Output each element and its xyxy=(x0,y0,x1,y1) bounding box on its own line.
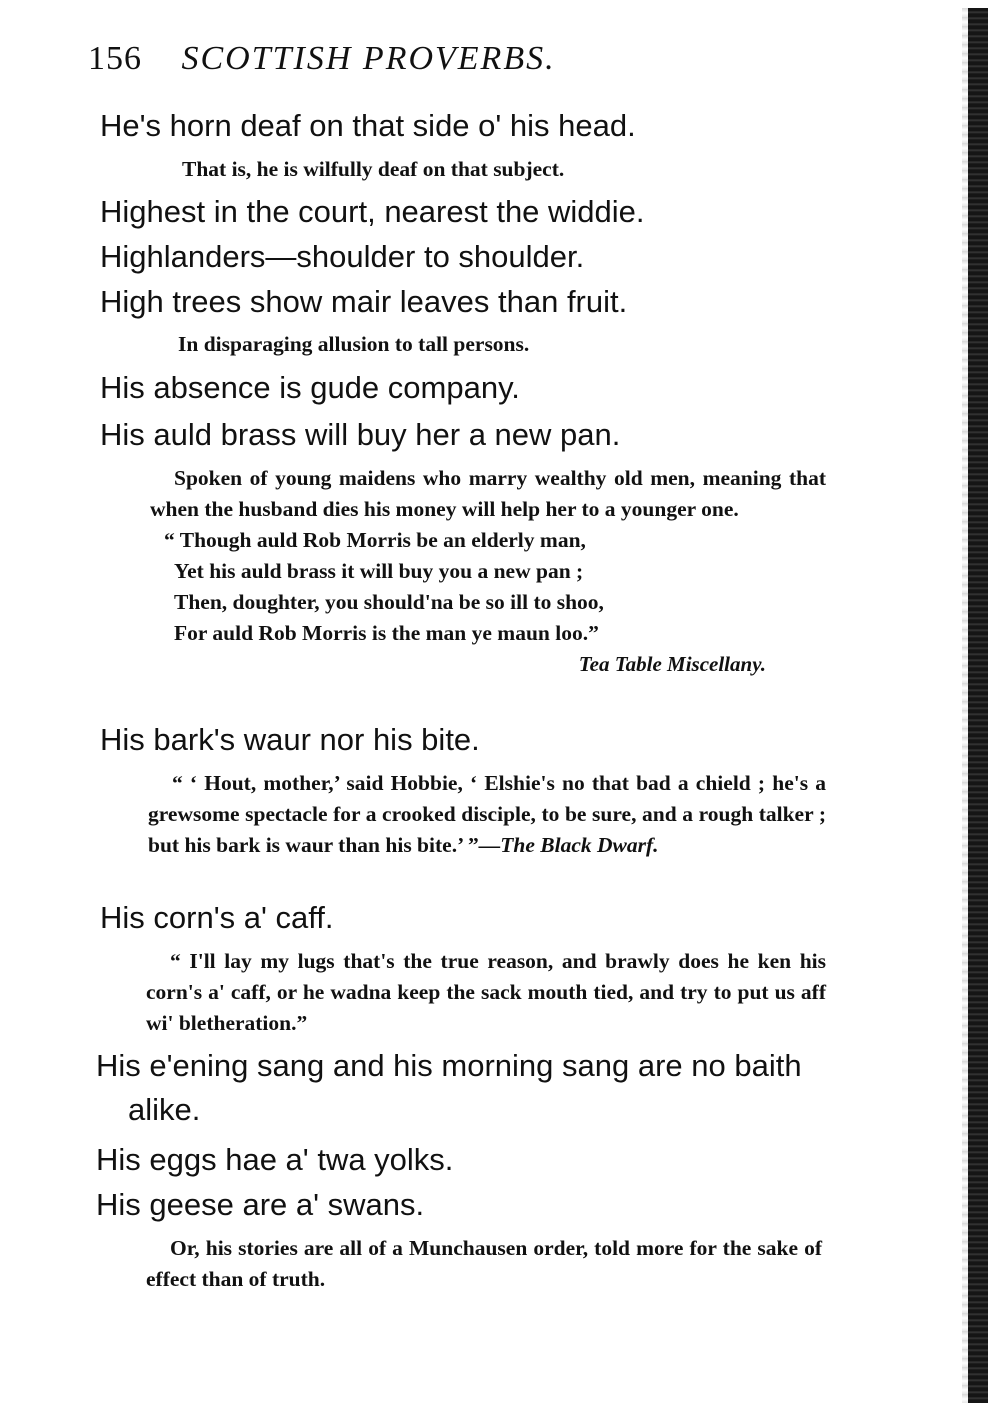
proverb-note: Or, his stories are all of a Munchausen order, told more for the sake of effect than of truth. xyxy=(146,1236,822,1291)
proverb-note: Spoken of young maidens who marry wealthy old men, meaning that when the husband dies his money will help her to a younger one. xyxy=(150,466,826,521)
verse-line: Yet his auld brass it will buy you a new pan ; xyxy=(174,559,584,583)
verse-quote xyxy=(164,525,830,649)
proverb-entry xyxy=(96,1044,826,1132)
book-spine-edge xyxy=(968,8,988,1403)
proverb-text: His bark's waur nor his bite. xyxy=(100,722,480,757)
proverb-text: His e'ening sang and his morning sang are no baith alike. xyxy=(96,1048,802,1127)
proverb-entry xyxy=(96,1183,826,1295)
proverb-text: Highest in the court, nearest the widdie. xyxy=(100,194,645,229)
running-title: SCOTTISH PROVERBS. xyxy=(181,40,556,77)
proverb-text: High trees show mair leaves than fruit. xyxy=(100,284,628,319)
proverb-entry xyxy=(100,718,830,861)
proverb-entry xyxy=(100,104,830,185)
proverb-note: In disparaging allusion to tall persons. xyxy=(178,332,530,356)
proverb-text: His auld brass will buy her a new pan. xyxy=(100,417,621,452)
proverb-text: His corn's a' caff. xyxy=(100,900,334,935)
verse-line: “ Though auld Rob Morris be an elderly man, xyxy=(164,528,586,552)
note-quote: “ ‘ Hout, mother,’ said Hobbie, ‘ Elshie's no that bad a chield ; he's a grewsome spectacle for a crooked disciple, to be sure, and a rough talker ; but his bark is waur than his bite.’ ” xyxy=(148,771,826,857)
proverb-note xyxy=(148,768,826,861)
proverb-entry xyxy=(100,190,830,234)
note-source: —The Black Dwarf. xyxy=(478,833,659,857)
proverb-text: Highlanders—shoulder to shoulder. xyxy=(100,239,585,274)
proverb-text: His absence is gude company. xyxy=(100,370,520,405)
proverb-entry xyxy=(100,366,830,410)
verse-line: Then, doughter, you should'na be so ill to shoo, xyxy=(174,590,604,614)
page-number: 156 xyxy=(88,40,142,77)
proverb-entry xyxy=(96,1138,826,1182)
proverb-text: His geese are a' swans. xyxy=(96,1187,425,1222)
proverb-text: He's horn deaf on that side o' his head. xyxy=(100,108,636,143)
proverb-entry xyxy=(100,896,830,1039)
verse-line: For auld Rob Morris is the man ye maun loo.” xyxy=(174,621,599,645)
proverb-text: His eggs hae a' twa yolks. xyxy=(96,1142,454,1177)
verse-attribution: Tea Table Miscellany. xyxy=(578,652,766,676)
page-header xyxy=(88,40,556,78)
proverb-entry xyxy=(100,280,830,360)
proverb-note: “ I'll lay my lugs that's the true reason, and brawly does he ken his corn's a' caff, or he wadna keep the sack mouth tied, and try to put us aff wi' bletheration.” xyxy=(146,949,826,1035)
proverb-note: That is, he is wilfully deaf on that subject. xyxy=(182,157,565,181)
proverb-entry xyxy=(100,413,830,679)
proverb-entry xyxy=(100,235,830,279)
